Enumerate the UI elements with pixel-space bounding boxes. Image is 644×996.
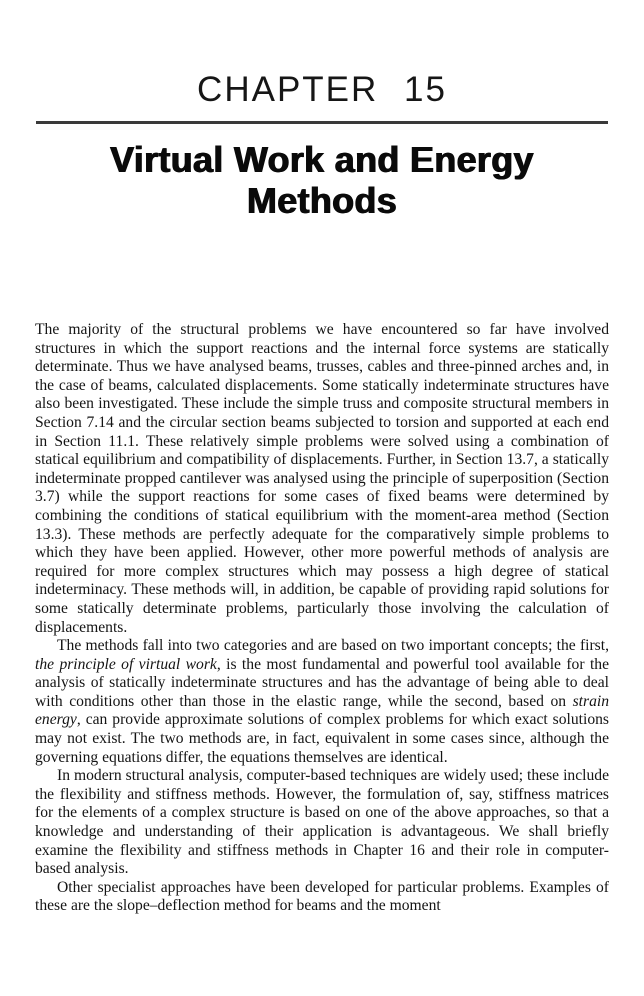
chapter-title-line-1: Virtual Work and Energy xyxy=(110,139,534,180)
text-segment: In modern structural analysis, computer-based techniques are widely used; these include the flexibility and stiffness methods. However, the formulation of, say, stiffness matrices for the elements of a complex structure is based on one of the above approaches, so that a knowledge and understanding of their application is advantageous. We shall briefly examine the flexibility and stiffness methods in Chapter 16 and their role in computer-based analysis. xyxy=(35,767,609,878)
paragraph xyxy=(35,767,609,879)
paragraph xyxy=(35,879,609,916)
text-segment: , is the most fundamental and powerful tool available for the analysis of statically indeterminate structures and has the advantage of being able to deal with conditions other than those in the elastic range, while the second, based on xyxy=(35,655,609,710)
divider-rule xyxy=(36,121,608,124)
italic-text-segment: strain energy xyxy=(35,692,609,729)
italic-text-segment: the principle of virtual work xyxy=(35,655,217,673)
paragraph xyxy=(35,321,609,637)
text-segment: The methods fall into two categories and are based on two important concepts; the first, xyxy=(57,637,609,655)
chapter-heading: CHAPTER 15 xyxy=(197,70,447,109)
text-segment: , can provide approximate solutions of complex problems for which exact solutions may not exist. The two methods are, in fact, equivalent in some cases since, although the governing equations differ, the equations themselves are identical. xyxy=(35,711,609,766)
chapter-title-line-2: Methods xyxy=(246,180,398,221)
text-segment: Other specialist approaches have been developed for particular problems. Examples of these are the slope–deflection method for beams and the moment xyxy=(35,878,609,915)
text-segment: The majority of the structural problems we have encountered so far have involved structures in which the support reactions and the internal force systems are statically determinate. Thus we have analysed beams, trusses, cables and three-pinned arches and, in the case of beams, calculated displacements. Some statically indeterminate structures have also been investigated. These include the simple truss and composite structural members in Section 7.14 and the circular section beams subjected to torsion and supported at each end in Section 11.1. These relatively simple problems were solved using a combination of statical equilibrium and compatibility of displacements. Further, in Section 13.7, a statically indeterminate propped cantilever was analysed using the principle of superposition (Section 3.7) while the support reactions for some cases of fixed beams were determined by combining the conditions of statical equilibrium with the moment-area method (Section 13.3). These methods are perfectly adequate for the comparatively simple problems to which they have been applied. However, other more powerful methods of analysis are required for more complex structures which may possess a high degree of statical indeterminacy. These methods will, in addition, be capable of providing rapid solutions for some statically determinate problems, particularly those involving the calculation of displacements. xyxy=(35,321,609,636)
chapter-title xyxy=(0,139,644,221)
body-text xyxy=(35,321,609,916)
paragraph xyxy=(35,637,609,767)
